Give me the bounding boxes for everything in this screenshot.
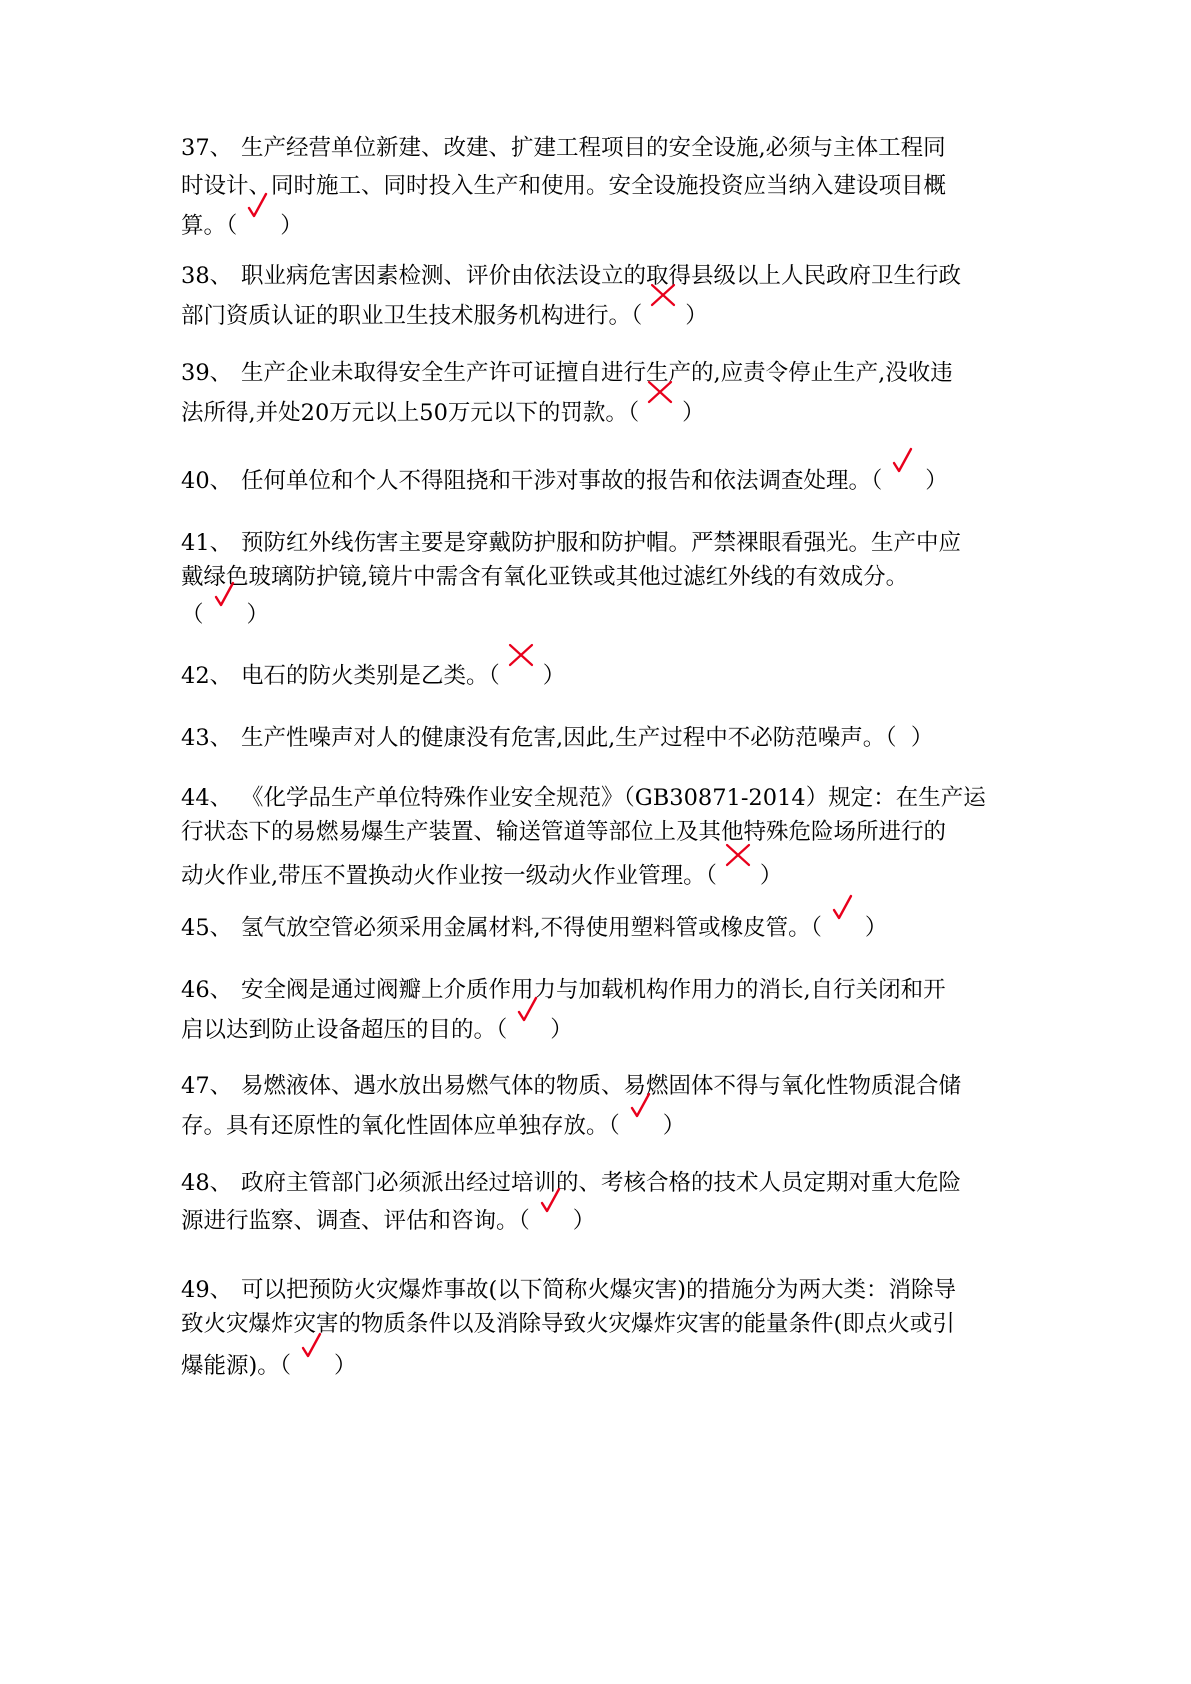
closing-paren: ） (925, 468, 948, 494)
answer-slot (530, 1208, 595, 1234)
question-line (181, 720, 1021, 756)
question-number: 48、 (181, 1170, 233, 1196)
question-item (181, 355, 1021, 431)
answer-slot (717, 863, 782, 889)
closing-paren: ） (542, 663, 566, 689)
question-text: 源进行监察、调查、评估和咨询。（ (181, 1208, 530, 1234)
closing-paren: ） (910, 725, 934, 751)
question-item (181, 525, 1021, 633)
question-line (181, 559, 1021, 595)
answer-slot (897, 725, 934, 751)
question-text: 致火灾爆炸灾害的物质条件以及消除导致火灾爆炸灾害的能量条件(即点火或引 (181, 1311, 955, 1337)
question-number: 45、 (181, 915, 233, 941)
question-line (181, 814, 1021, 850)
question-item (181, 780, 1021, 894)
question-item (181, 258, 1021, 334)
question-number: 40、 (181, 468, 233, 494)
question-number: 38、 (181, 263, 233, 289)
question-text: 《化学品生产单位特殊作业安全规范》（GB30871-2014）规定：在生产运 (241, 785, 986, 811)
question-number: 43、 (181, 725, 233, 751)
question-line (181, 780, 1021, 816)
question-number: 42、 (181, 663, 233, 689)
answer-slot (642, 303, 707, 329)
question-line (181, 1108, 1021, 1144)
question-number: 49、 (181, 1277, 233, 1303)
question-item (181, 463, 1021, 499)
question-text: 启以达到防止设备超压的目的。（ (181, 1017, 508, 1043)
question-text: 电石的防火类别是乙类。（ (241, 663, 500, 689)
question-text: 生产经营单位新建、改建、扩建工程项目的安全设施,必须与主体工程同 (241, 135, 946, 161)
question-line (181, 298, 1021, 334)
answer-slot (500, 663, 565, 689)
check-mark-icon (630, 1093, 652, 1119)
question-text: 任何单位和个人不得阻挠和干涉对事故的报告和依法调查处理。（ (241, 468, 883, 494)
question-text: 氢气放空管必须采用金属材料,不得使用塑料管或橡皮管。（ (241, 915, 822, 941)
question-item (181, 1165, 1021, 1239)
question-text: 时设计、同时施工、同时投入生产和使用。安全设施投资应当纳入建设项目概 (181, 173, 947, 199)
question-line (181, 463, 1021, 499)
question-line (181, 525, 1021, 561)
cross-mark-icon (650, 283, 676, 307)
question-text: 可以把预防火灾爆炸事故(以下简称火爆灾害)的措施分为两大类：消除导 (241, 1277, 957, 1303)
question-text: 动火作业,带压不置换动火作业按一级动火作业管理。（ (181, 863, 717, 889)
question-item (181, 720, 1021, 756)
question-line (181, 258, 1021, 294)
cross-mark-icon (508, 643, 534, 667)
answer-slot (620, 1113, 685, 1139)
check-mark-icon (301, 1333, 323, 1359)
question-item (181, 910, 1021, 946)
question-number: 46、 (181, 977, 233, 1003)
question-text: 政府主管部门必须派出经过培训的、考核合格的技术人员定期对重大危险 (241, 1170, 962, 1196)
question-text: 生产性噪声对人的健康没有危害,因此,生产过程中不必防范噪声。（ (241, 725, 897, 751)
question-line (181, 1272, 1021, 1308)
check-mark-icon (832, 895, 854, 921)
closing-paren: ） (246, 602, 269, 628)
question-line (181, 208, 1021, 244)
answer-slot (822, 915, 887, 941)
question-text: 易燃液体、遇水放出易燃气体的物质、易燃固体不得与氧化性物质混合储 (241, 1073, 962, 1099)
cross-mark-icon (725, 843, 751, 867)
question-text: （ (181, 602, 204, 628)
closing-paren: ） (682, 400, 705, 426)
check-mark-icon (892, 448, 914, 474)
question-text: 生产企业未取得安全生产许可证擅自进行生产的,应责令停止生产,没收违 (241, 360, 953, 386)
question-text: 职业病危害因素检测、评价由依法设立的取得县级以上人民政府卫生行政 (241, 263, 962, 289)
question-text: 存。具有还原性的氧化性固体应单独存放。（ (181, 1113, 620, 1139)
question-number: 44、 (181, 785, 233, 811)
question-number: 47、 (181, 1073, 233, 1099)
question-text: 爆能源)。（ (181, 1353, 292, 1379)
question-line (181, 972, 1021, 1008)
question-text: 安全阀是通过阀瓣上介质作用力与加载机构作用力的消长,自行关闭和开 (241, 977, 946, 1003)
closing-paren: ） (333, 1353, 357, 1379)
answer-slot (507, 1017, 572, 1043)
question-line (181, 858, 1021, 894)
question-line (181, 910, 1021, 946)
closing-paren: ） (864, 915, 888, 941)
closing-paren: ） (550, 1017, 573, 1043)
question-line (181, 355, 1021, 391)
check-mark-icon (540, 1188, 562, 1214)
question-line (181, 1165, 1021, 1201)
question-text: 行状态下的易燃易爆生产装置、输送管道等部位上及其他特殊危险场所进行的 (181, 819, 947, 845)
question-line (181, 1068, 1021, 1104)
question-text: 部门资质认证的职业卫生技术服务机构进行。（ (181, 303, 643, 329)
question-number: 39、 (181, 360, 233, 386)
closing-paren: ） (280, 213, 303, 239)
question-item (181, 130, 1021, 244)
question-line (181, 1203, 1021, 1239)
question-line (181, 658, 1021, 694)
question-text: 预防红外线伤害主要是穿戴防护服和防护帽。严禁裸眼看强光。生产中应 (241, 530, 962, 556)
question-line (181, 597, 1021, 633)
question-number: 41、 (181, 530, 233, 556)
answer-slot (639, 400, 704, 426)
answer-slot (291, 1353, 356, 1379)
question-text: 算。（ (181, 213, 238, 239)
question-line (181, 130, 1021, 166)
question-text: 法所得,并处20万元以上50万元以下的罚款。（ (181, 400, 640, 426)
cross-mark-icon (647, 380, 673, 404)
question-item (181, 1068, 1021, 1144)
question-line (181, 1348, 1021, 1384)
question-line (181, 1012, 1021, 1048)
question-line (181, 168, 1021, 204)
question-item (181, 1272, 1021, 1384)
closing-paren: ） (572, 1208, 596, 1234)
check-mark-icon (214, 582, 236, 608)
question-item (181, 972, 1021, 1048)
closing-paren: ） (759, 863, 783, 889)
closing-paren: ） (685, 303, 708, 329)
question-number: 37、 (181, 135, 233, 161)
question-text: 戴绿色玻璃防护镜,镜片中需含有氧化亚铁或其他过滤红外线的有效成分。 (181, 564, 909, 590)
closing-paren: ） (662, 1113, 686, 1139)
check-mark-icon (247, 193, 269, 219)
question-line (181, 395, 1021, 431)
question-item (181, 658, 1021, 694)
answer-slot (237, 213, 302, 239)
answer-slot (204, 602, 269, 628)
answer-slot (882, 468, 947, 494)
check-mark-icon (517, 997, 539, 1023)
